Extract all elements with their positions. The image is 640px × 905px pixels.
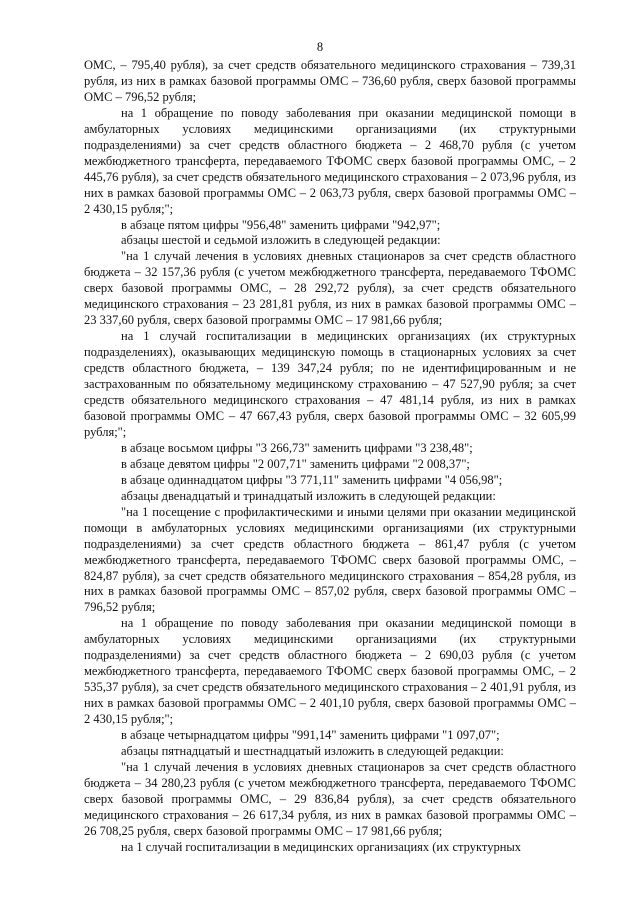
paragraph: в абзаце восьмом цифры "3 266,73" заменить цифрами "3 238,48";	[121, 440, 473, 455]
paragraph: на 1 случай госпитализации в медицинских организациях (их структурных	[121, 839, 522, 854]
paragraph: в абзаце одиннадцатом цифры "3 771,11" заменить цифрами "4 056,98";	[121, 472, 503, 487]
paragraph: в абзаце девятом цифры "2 007,71" заменить цифрами "2 008,37";	[121, 456, 470, 471]
paragraph: "на 1 случай лечения в условиях дневных стационаров за счет средств областного бюджета – 32 157,36 рубля (с учетом межбюджетного трансферта, передаваемого ТФОМС сверх базовой программы ОМС, – 28 292,72 рубля), за счет средств обязательного медицинского страхования – 23 281,81 рубля, из них в рамках базовой программы ОМС – 23 337,60 рубля, сверх базовой программы ОМС – 17 981,66 рубля;	[84, 249, 576, 328]
paragraph: в абзаце четырнадцатом цифры "991,14" заменить цифрами "1 097,07";	[121, 728, 500, 743]
paragraph: на 1 обращение по поводу заболевания при оказании медицинской помощи в амбулаторных условиях медицинскими организациями (их структурными подразделениями) за счет средств областного бюджета – 2 468,70 рубля (с учетом межбюджетного трансферта, передаваемого ТФОМС сверх базовой программы ОМС, – 2 445,76 рубля), за счет средств обязательного медицинского страхования – 2 073,96 рубля, из них в рамках базовой программы ОМС – 2 063,73 рубля, сверх базовой программы ОМС – 2 430,15 рубля;";	[84, 105, 576, 216]
paragraph: ОМС, – 795,40 рубля), за счет средств обязательного медицинского страхования – 739,31 рубля, из них в рамках базовой программы ОМС – 736,60 рубля, сверх базовой программы ОМС – 796,52 рубля;	[84, 58, 576, 104]
paragraph: абзацы двенадцатый и тринадцатый изложить в следующей редакции:	[121, 488, 496, 503]
page-number: 8	[316, 40, 324, 54]
paragraph: на 1 обращение по поводу заболевания при оказании медицинской помощи в амбулаторных условиях медицинскими организациями (их структурными подразделениями) за счет средств областного бюджета – 2 690,03 рубля (с учетом межбюджетного трансферта, передаваемого ТФОМС сверх базовой программы ОМС, – 2 535,37 рубля), за счет средств обязательного медицинского страхования – 2 401,91 рубля, из них в рамках базовой программы ОМС – 2 401,10 рубля, сверх базовой программы ОМС – 2 430,15 рубля;";	[84, 616, 576, 727]
paragraph: абзацы пятнадцатый и шестнадцатый изложить в следующей редакции:	[121, 743, 504, 758]
document-body	[84, 58, 576, 856]
paragraph: "на 1 посещение с профилактическими и иными целями при оказании медицинской помощи в амбулаторных условиях медицинскими организациями (их структурными подразделениями) за счет средств областного бюджета – 861,47 рубля (с учетом межбюджетного трансферта, передаваемого ТФОМС сверх базовой программы ОМС, – 824,87 рубля), за счет средств обязательного медицинского страхования – 854,28 рубля, из них в рамках базовой программы ОМС – 857,02 рубля, сверх базовой программы ОМС – 796,52 рубля;	[84, 504, 576, 615]
paragraph: в абзаце пятом цифры "956,48" заменить цифрами "942,97";	[121, 217, 441, 232]
paragraph: "на 1 случай лечения в условиях дневных стационаров за счет средств областного бюджета – 34 280,23 рубля (с учетом межбюджетного трансферта, передаваемого ТФОМС сверх базовой программы ОМС, – 29 836,84 рубля), за счет средств обязательного медицинского страхования – 26 617,34 рубля, из них в рамках базовой программы ОМС – 26 708,25 рубля, сверх базовой программы ОМС – 17 981,66 рубля;	[84, 759, 576, 838]
paragraph: на 1 случай госпитализации в медицинских организациях (их структурных подразделениях), оказывающих медицинскую помощь в стационарных условиях за счет средств областного бюджета, – 139 347,24 рубля; по не идентифицированным и не застрахованным по обязательному медицинскому страхованию – 47 527,90 рубля; за счет средств обязательного медицинского страхования – 47 481,14 рубля, из них в рамках базовой программы ОМС – 47 667,43 рубля, сверх базовой программы ОМС – 32 605,99 рубля;";	[84, 329, 576, 439]
paragraph: абзацы шестой и седьмой изложить в следующей редакции:	[121, 233, 441, 248]
